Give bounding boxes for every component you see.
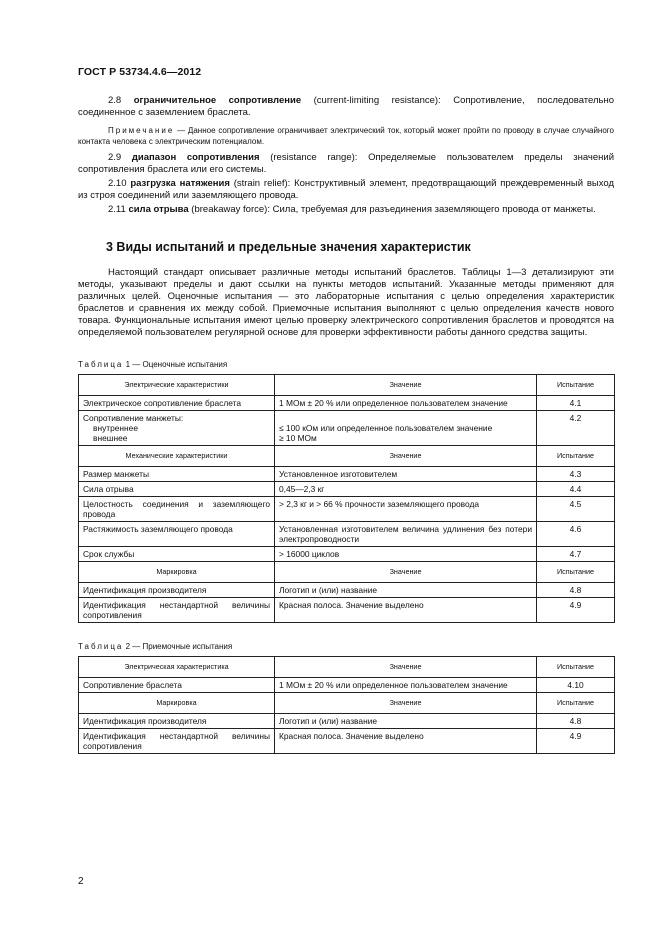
definition-text: (strain relief): Конструктивный элемент, предотвращающий преждевременный выход из строя соединений или заземляющего провода. (78, 178, 615, 201)
column-header: Испытание (537, 657, 615, 678)
table-row (79, 497, 615, 522)
cell-value: 0,45—2,3 кг (275, 482, 537, 497)
cell-characteristic: Растяжимость заземляющего провода (79, 522, 275, 547)
table2-caption (78, 642, 614, 651)
table-row (79, 411, 615, 446)
table-header-row (79, 562, 615, 583)
table-row (79, 729, 615, 754)
column-header: Испытание (537, 446, 615, 467)
table-header-row (79, 693, 615, 714)
cell-value: Логотип и (или) название (275, 714, 537, 729)
definition-2-9 (78, 152, 614, 176)
table-row (79, 547, 615, 562)
definition-text: (resistance range): Определяемые пользователем пределы значений сопротивления браслета или его системы. (78, 152, 615, 175)
cell-test: 4.6 (537, 522, 615, 547)
table1 (78, 374, 615, 623)
definition-number: 2.9 (108, 152, 122, 163)
cell-test: 4.10 (537, 678, 615, 693)
cell-test: 4.5 (537, 497, 615, 522)
cell-test: 4.2 (537, 411, 615, 446)
cell-value: 1 МОм ± 20 % или определенное пользователем значение (275, 396, 537, 411)
cell-value: > 2,3 кг и > 66 % прочности заземляющего провода (275, 497, 537, 522)
cuff-label: Сопротивление манжеты: (83, 413, 184, 423)
definition-term: сила отрыва (128, 204, 189, 215)
table-header-row (79, 375, 615, 396)
cell-characteristic: Идентификация нестандартной величины сопротивления (79, 729, 275, 754)
table-header-row (79, 657, 615, 678)
column-header: Электрические характеристики (79, 375, 275, 396)
column-header: Значение (275, 693, 537, 714)
cell-characteristic: Сила отрыва (79, 482, 275, 497)
definition-number: 2.8 (108, 95, 122, 106)
table-row (79, 482, 615, 497)
cell-characteristic: Размер манжеты (79, 467, 275, 482)
definition-2-8 (78, 95, 614, 119)
cell-characteristic: Идентификация производителя (79, 583, 275, 598)
cuff-outer-label: внешнее (93, 433, 128, 443)
cell-value: Установленное изготовителем (275, 467, 537, 482)
definition-term: диапазон сопротивления (131, 152, 260, 163)
cell-characteristic: Идентификация производителя (79, 714, 275, 729)
caption-text: 1 — Оценочные испытания (125, 360, 228, 369)
definition-term: ограничительное сопротивление (133, 95, 302, 106)
table-header-row (79, 446, 615, 467)
definition-2-11 (78, 204, 614, 216)
column-header: Механические характеристики (79, 446, 275, 467)
definition-term: разгрузка натяжения (130, 178, 230, 189)
table-row (79, 598, 615, 623)
column-header: Электрическая характеристика (79, 657, 275, 678)
column-header: Значение (275, 562, 537, 583)
cell-characteristic: Идентификация нестандартной величины сопротивления (79, 598, 275, 623)
table-row (79, 583, 615, 598)
definition-2-10 (78, 178, 614, 202)
cell-test: 4.4 (537, 482, 615, 497)
section-title: 3 Виды испытаний и предельные значения характеристик (106, 240, 471, 254)
cell-test: 4.9 (537, 729, 615, 754)
cell-value: Логотип и (или) название (275, 583, 537, 598)
cell-value: Красная полоса. Значение выделено (275, 729, 537, 754)
document-id: ГОСТ Р 53734.4.6—2012 (78, 66, 202, 78)
note-label: Примечание (108, 126, 175, 135)
definition-note (78, 125, 614, 147)
column-header: Значение (275, 657, 537, 678)
cuff-inner-label: внутреннее (93, 423, 138, 433)
column-header: Маркировка (79, 562, 275, 583)
definition-number: 2.10 (108, 178, 127, 189)
cell-test: 4.8 (537, 714, 615, 729)
cell-value: Установленная изготовителем величина удлинения без потери электропроводности (275, 522, 537, 547)
cell-test: 4.3 (537, 467, 615, 482)
cell-test: 4.8 (537, 583, 615, 598)
table2 (78, 656, 615, 754)
column-header: Испытание (537, 375, 615, 396)
caption-label: Таблица (78, 642, 124, 651)
table1-caption (78, 360, 614, 369)
definition-number: 2.11 (108, 204, 126, 215)
cell-value: 1 МОм ± 20 % или определенное пользователем значение (275, 678, 537, 693)
column-header: Значение (275, 446, 537, 467)
cell-characteristic: Электрическое сопротивление браслета (79, 396, 275, 411)
section-intro: Настоящий стандарт описывает различные методы испытаний браслетов. Таблицы 1—3 детализируют эти методы, указывают пределы и дают ссылки на пункты методов испытаний. Указанные методы применяют для различных целей. Оценочные испытания — это лабораторные испытания с целью определения характеристик браслетов и сравнения их между собой. Приемочные испытания выполняют с целью определения качеств нового товара. Функциональные испытания имеют целью проверку электрического сопротивления браслетов и проводятся на определяемой пользователем регулярной основе для проверки эффективности работы данного средства защиты. (78, 267, 614, 338)
cuff-outer-value: ≥ 10 МОм (279, 433, 317, 443)
cell-test: 4.1 (537, 396, 615, 411)
caption-text: 2 — Приемочные испытания (125, 642, 233, 651)
table-row (79, 678, 615, 693)
table-row (79, 396, 615, 411)
cell-test: 4.7 (537, 547, 615, 562)
column-header: Испытание (537, 693, 615, 714)
column-header: Испытание (537, 562, 615, 583)
definition-text: (current-limiting resistance): Сопротивление, последовательно соединенное с заземлением браслета. (78, 95, 615, 118)
cell-characteristic (79, 411, 275, 446)
page-number: 2 (78, 876, 84, 887)
cell-value (275, 411, 537, 446)
table-row (79, 522, 615, 547)
cell-test: 4.9 (537, 598, 615, 623)
cell-value: Красная полоса. Значение выделено (275, 598, 537, 623)
note-text: — Данное сопротивление ограничивает электрический ток, который может пройти по проводу в случае случайного контакта человека с электрическим потенциалом. (78, 126, 614, 146)
page-body (78, 95, 614, 754)
cell-characteristic: Срок службы (79, 547, 275, 562)
column-header: Маркировка (79, 693, 275, 714)
cell-value: > 16000 циклов (275, 547, 537, 562)
table-row (79, 467, 615, 482)
table-row (79, 714, 615, 729)
cell-characteristic: Сопротивление браслета (79, 678, 275, 693)
column-header: Значение (275, 375, 537, 396)
caption-label: Таблица (78, 360, 124, 369)
definition-text: (breakaway force): Сила, требуемая для разъединения заземляющего провода от манжеты. (191, 204, 596, 215)
cell-characteristic: Целостность соединения и заземляющего провода (79, 497, 275, 522)
cuff-inner-value: ≤ 100 кОм или определенное пользователем значение (279, 423, 493, 433)
